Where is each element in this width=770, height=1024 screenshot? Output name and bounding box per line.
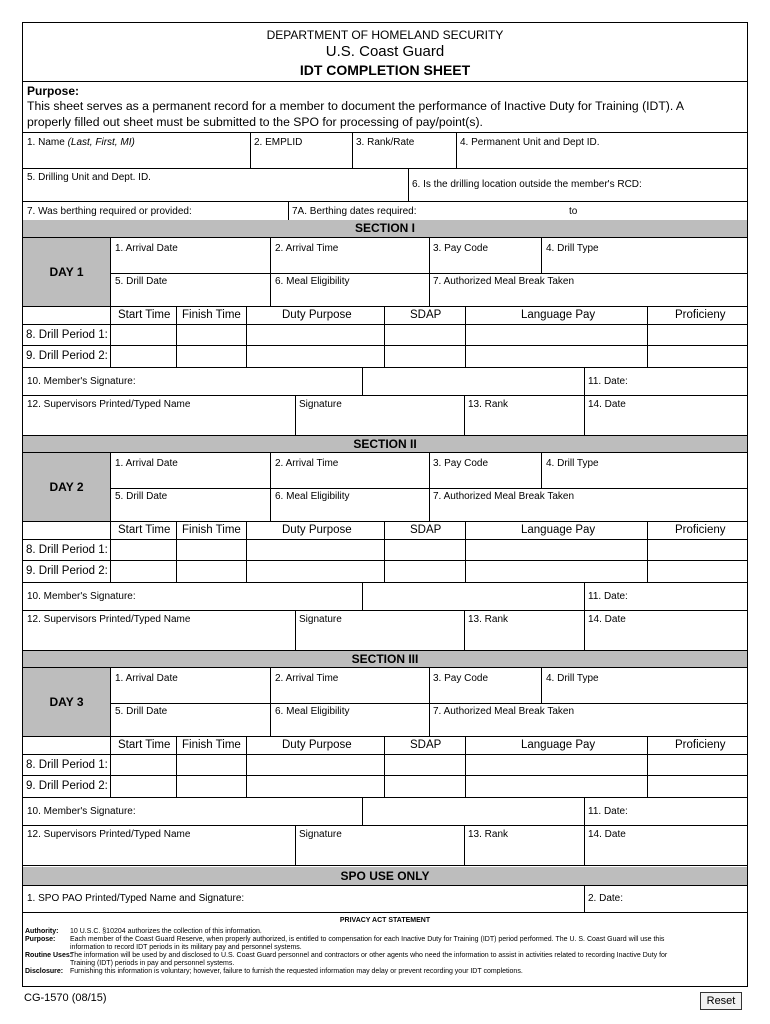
emplid-field[interactable] (251, 149, 352, 168)
arrival-time-label: 2. Arrival Time (275, 458, 339, 469)
date-14-field[interactable] (585, 626, 747, 650)
language-pay-header: Language Pay (521, 524, 596, 536)
arrival-date-label: 1. Arrival Date (115, 673, 178, 684)
purpose-text-1: This sheet serves as a permanent record for a member to document the performance of Inactive Duty for Training (IDT). A (27, 99, 685, 113)
berthing-start-date-field[interactable] (423, 202, 563, 219)
supervisor-name-field[interactable] (23, 841, 295, 865)
name-label: 1. Name (Last, First, MI) (27, 137, 135, 148)
drill-period-2-label: 9. Drill Period 2: (26, 780, 108, 792)
supervisor-name-label: 12. Supervisors Printed/Typed Name (27, 829, 191, 840)
privacy-title: PRIVACY ACT STATEMENT (339, 917, 431, 924)
spo-name-signature-label: 1. SPO PAO Printed/Typed Name and Signature: (27, 893, 245, 904)
drill-period-1-row[interactable] (111, 325, 747, 345)
name-field[interactable] (23, 149, 250, 168)
berthing-dates-label: 7A. Berthing dates required: (292, 206, 417, 217)
drill-period-1-label: 8. Drill Period 1: (26, 544, 108, 556)
start-time-header: Start Time (118, 739, 171, 751)
day-1-label: DAY 1 (23, 238, 110, 307)
pay-code-field[interactable] (430, 469, 541, 488)
date-11-label: 11. Date: (588, 376, 628, 387)
member-signature-field[interactable] (363, 798, 584, 825)
date-14-label: 14. Date (588, 829, 626, 840)
drill-type-label: 4. Drill Type (546, 673, 599, 684)
meal-eligibility-field[interactable] (271, 717, 429, 736)
drill-period-1-label: 8. Drill Period 1: (26, 329, 108, 341)
finish-time-header: Finish Time (182, 524, 241, 536)
supervisor-name-label: 12. Supervisors Printed/Typed Name (27, 614, 191, 625)
drill-period-2-label: 9. Drill Period 2: (26, 565, 108, 577)
purpose-text-2: properly filled out sheet must be submitted to the SPO for processing of pay/point(s). (27, 115, 483, 129)
drill-type-label: 4. Drill Type (546, 458, 599, 469)
privacy-purpose-text-2: information to record IDT periods in its military pay and personnel systems. (70, 944, 302, 951)
disclosure-text: Furnishing this information is voluntary; however, failure to furnish the requested information may delay or prevent recording your IDT completions. (70, 968, 523, 975)
supervisor-signature-field[interactable] (296, 626, 464, 650)
day-2-label: DAY 2 (23, 453, 110, 522)
meal-eligibility-field[interactable] (271, 502, 429, 521)
agency-title: U.S. Coast Guard (325, 43, 445, 60)
signature-label: Signature (299, 399, 342, 410)
reset-button[interactable]: Reset (700, 992, 742, 1010)
spo-name-signature-field[interactable] (258, 886, 584, 912)
section-3-header: SECTION III (23, 651, 747, 668)
finish-time-header: Finish Time (182, 309, 241, 321)
date-11-label: 11. Date: (588, 806, 628, 817)
supervisor-name-field[interactable] (23, 411, 295, 435)
date-11-field[interactable] (635, 583, 747, 610)
meal-eligibility-label: 6. Meal Eligibility (275, 491, 350, 502)
meal-break-field[interactable] (430, 502, 747, 521)
start-time-header: Start Time (118, 524, 171, 536)
spo-date-field[interactable] (631, 886, 747, 912)
drill-date-label: 5. Drill Date (115, 706, 168, 717)
arrival-date-field[interactable] (111, 469, 270, 488)
meal-break-field[interactable] (430, 287, 747, 306)
privacy-purpose-label: Purpose: (25, 936, 56, 943)
arrival-time-field[interactable] (271, 684, 429, 703)
berthing-end-date-field[interactable] (583, 202, 743, 219)
pay-code-label: 3. Pay Code (433, 673, 489, 684)
date-14-label: 14. Date (588, 614, 626, 625)
date-11-field[interactable] (635, 798, 747, 825)
drill-date-field[interactable] (111, 717, 270, 736)
drill-period-2-row[interactable] (111, 776, 747, 797)
pay-code-field[interactable] (430, 254, 541, 273)
member-signature-label: 10. Member's Signature: (27, 376, 136, 387)
form-number: CG-1570 (08/15) (24, 992, 107, 1004)
berthing-field[interactable] (195, 202, 287, 219)
meal-break-label: 7. Authorized Meal Break Taken (433, 706, 575, 717)
member-signature-field[interactable] (363, 368, 584, 395)
meal-break-field[interactable] (430, 717, 747, 736)
rank-13-field[interactable] (465, 626, 584, 650)
idt-completion-form (22, 22, 748, 987)
routine-uses-label: Routine Uses: (25, 952, 73, 959)
drill-period-1-row[interactable] (111, 755, 747, 775)
arrival-date-field[interactable] (111, 254, 270, 273)
permanent-unit-label: 4. Permanent Unit and Dept ID. (460, 137, 600, 148)
privacy-purpose-text-1: Each member of the Coast Guard Reserve, when properly authorized, is entitled to compensation for each Inactive Duty for Training (IDT) period performed. The U. S. Coast Guard will use this (70, 936, 665, 943)
rank-13-label: 13. Rank (468, 614, 509, 625)
drill-date-label: 5. Drill Date (115, 276, 168, 287)
authority-label: Authority: (25, 928, 59, 935)
drill-period-2-row[interactable] (111, 346, 747, 367)
proficiency-header: Proficieny (675, 524, 726, 536)
drill-type-label: 4. Drill Type (546, 243, 599, 254)
date-14-label: 14. Date (588, 399, 626, 410)
rank-13-field[interactable] (465, 411, 584, 435)
drill-type-field[interactable] (542, 684, 747, 703)
arrival-time-label: 2. Arrival Time (275, 243, 339, 254)
berthing-to-label: to (569, 206, 578, 217)
drill-period-2-label: 9. Drill Period 2: (26, 350, 108, 362)
spo-date-label: 2. Date: (588, 893, 624, 904)
rank-rate-label: 3. Rank/Rate (356, 137, 415, 148)
pay-code-label: 3. Pay Code (433, 458, 489, 469)
language-pay-header: Language Pay (521, 309, 596, 321)
arrival-date-label: 1. Arrival Date (115, 458, 178, 469)
date-14-field[interactable] (585, 411, 747, 435)
signature-label: Signature (299, 614, 342, 625)
spo-header: SPO USE ONLY (23, 867, 747, 885)
arrival-date-label: 1. Arrival Date (115, 243, 178, 254)
drill-period-1-label: 8. Drill Period 1: (26, 759, 108, 771)
pay-code-field[interactable] (430, 684, 541, 703)
emplid-label: 2. EMPLID (254, 137, 303, 148)
arrival-time-field[interactable] (271, 254, 429, 273)
finish-time-header: Finish Time (182, 739, 241, 751)
department-title: DEPARTMENT OF HOMELAND SECURITY (266, 28, 504, 42)
date-11-label: 11. Date: (588, 591, 628, 602)
drill-type-field[interactable] (542, 469, 747, 488)
arrival-time-field[interactable] (271, 469, 429, 488)
start-time-header: Start Time (118, 309, 171, 321)
proficiency-header: Proficieny (675, 309, 726, 321)
rank-13-label: 13. Rank (468, 399, 509, 410)
drill-period-1-row[interactable] (111, 540, 747, 560)
meal-eligibility-label: 6. Meal Eligibility (275, 276, 350, 287)
permanent-unit-field[interactable] (457, 149, 747, 168)
supervisor-signature-field[interactable] (296, 841, 464, 865)
sdap-header: SDAP (410, 309, 442, 321)
member-signature-label: 10. Member's Signature: (27, 806, 136, 817)
supervisor-name-label: 12. Supervisors Printed/Typed Name (27, 399, 191, 410)
drill-date-label: 5. Drill Date (115, 491, 168, 502)
arrival-time-label: 2. Arrival Time (275, 673, 339, 684)
duty-purpose-header: Duty Purpose (282, 309, 352, 321)
purpose-heading: Purpose: (27, 84, 80, 98)
section-2-header: SECTION II (23, 436, 747, 453)
authority-text: 10 U.S.C. §10204 authorizes the collection of this information. (70, 928, 262, 935)
rank-13-label: 13. Rank (468, 829, 509, 840)
arrival-date-field[interactable] (111, 684, 270, 703)
routine-uses-text-2: Training (IDT) periods in pay and personnel systems. (70, 960, 235, 967)
supervisor-name-field[interactable] (23, 626, 295, 650)
signature-label: Signature (299, 829, 342, 840)
member-signature-label: 10. Member's Signature: (27, 591, 136, 602)
meal-break-label: 7. Authorized Meal Break Taken (433, 276, 575, 287)
language-pay-header: Language Pay (521, 739, 596, 751)
date-14-field[interactable] (585, 841, 747, 865)
proficiency-header: Proficieny (675, 739, 726, 751)
date-11-field[interactable] (635, 368, 747, 395)
rank-rate-field[interactable] (353, 149, 456, 168)
form-title: IDT COMPLETION SHEET (299, 62, 471, 78)
meal-break-label: 7. Authorized Meal Break Taken (433, 491, 575, 502)
sdap-header: SDAP (410, 739, 442, 751)
pay-code-label: 3. Pay Code (433, 243, 489, 254)
drilling-unit-field[interactable] (23, 183, 408, 201)
drill-type-field[interactable] (542, 254, 747, 273)
member-signature-field[interactable] (363, 583, 584, 610)
drill-date-field[interactable] (111, 502, 270, 521)
berthing-label: 7. Was berthing required or provided: (27, 206, 192, 217)
meal-eligibility-label: 6. Meal Eligibility (275, 706, 350, 717)
routine-uses-text-1: The information will be used by and disclosed to U.S. Coast Guard personnel and contractors or other agents who need the information to assist in activities related to recording Inactive Duty for (70, 952, 668, 959)
drilling-location-field[interactable] (651, 173, 747, 201)
meal-eligibility-field[interactable] (271, 287, 429, 306)
duty-purpose-header: Duty Purpose (282, 524, 352, 536)
drill-date-field[interactable] (111, 287, 270, 306)
duty-purpose-header: Duty Purpose (282, 739, 352, 751)
section-1-header: SECTION I (23, 220, 747, 237)
sdap-header: SDAP (410, 524, 442, 536)
drilling-unit-label: 5. Drilling Unit and Dept. ID. (27, 172, 151, 183)
drill-period-2-row[interactable] (111, 561, 747, 582)
drilling-location-label: 6. Is the drilling location outside the member's RCD: (412, 179, 642, 190)
supervisor-signature-field[interactable] (296, 411, 464, 435)
disclosure-label: Disclosure: (25, 968, 64, 975)
day-3-label: DAY 3 (23, 668, 110, 737)
rank-13-field[interactable] (465, 841, 584, 865)
